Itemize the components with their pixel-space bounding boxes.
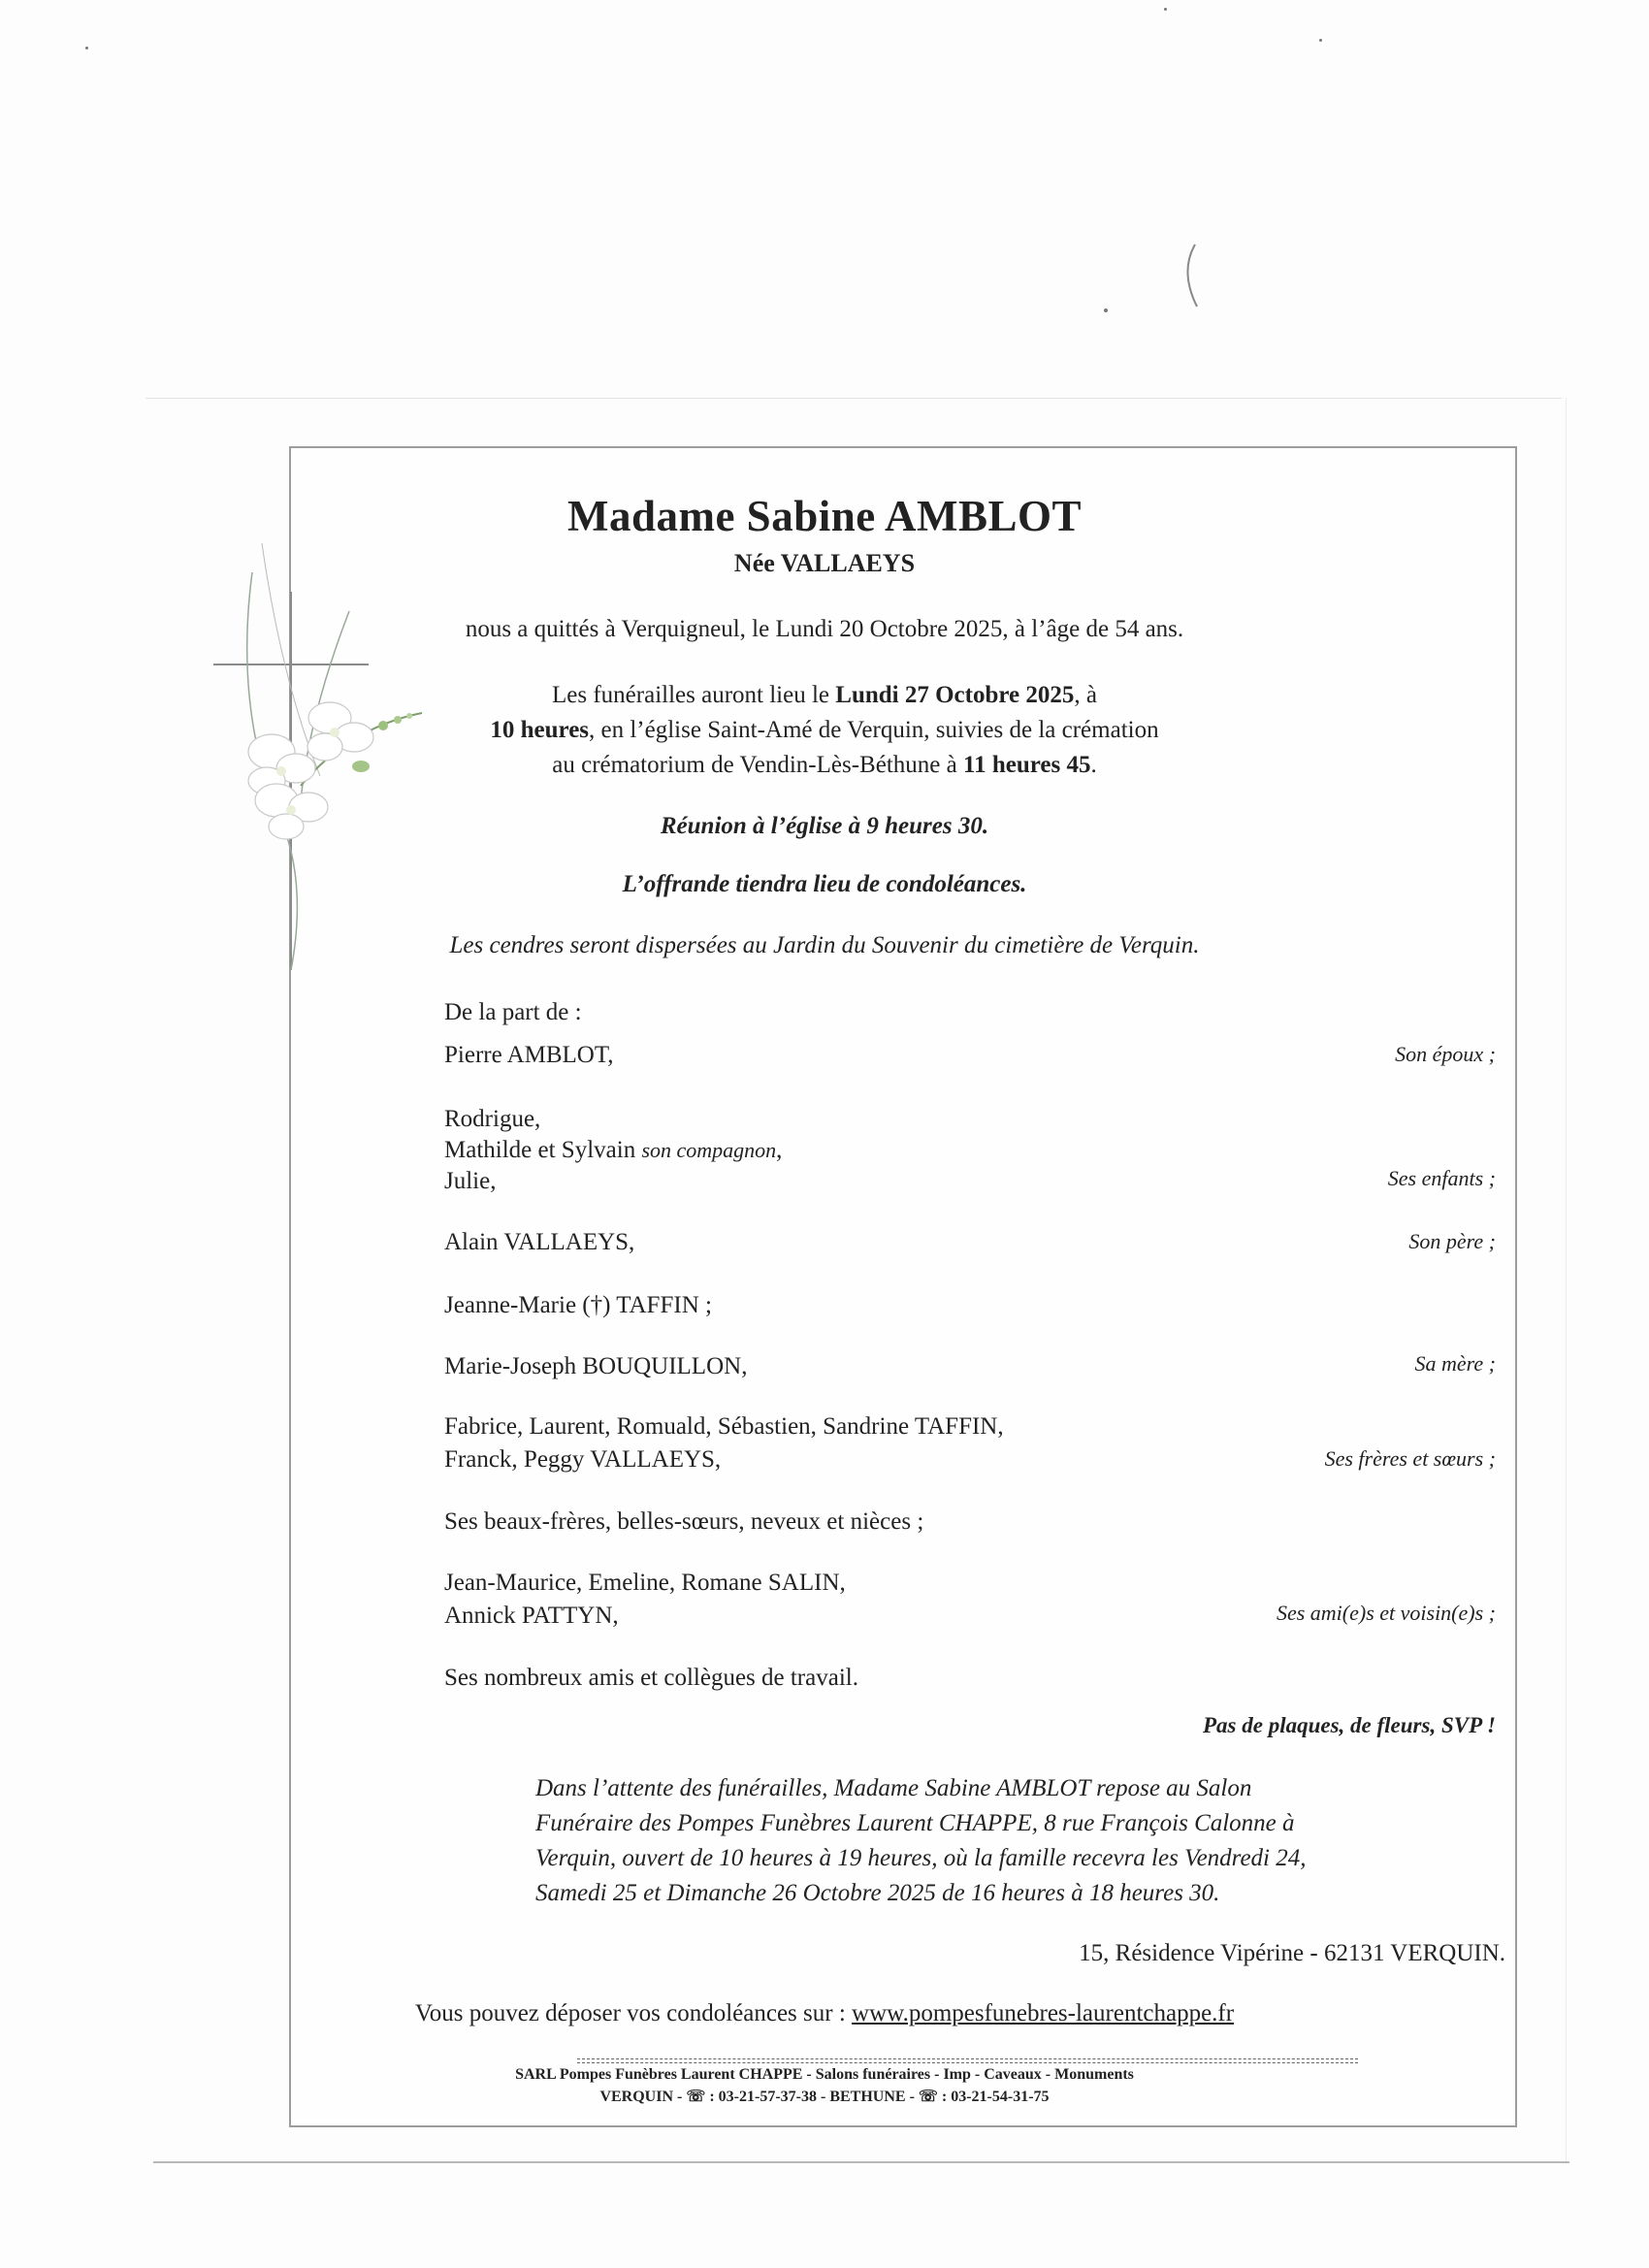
mother-name: Marie-Joseph BOUQUILLON, (444, 1353, 748, 1379)
church-meeting: Réunion à l’église à 9 heures 30. (660, 813, 989, 839)
child-1: Rodrigue, (444, 1106, 541, 1132)
child-3: Julie, (444, 1168, 497, 1194)
rest-note-line: Verquin, ouvert de 10 heures à 19 heures, où la famille recevra les Vendredi 24, (535, 1845, 1307, 1871)
friends-line-2: Annick PATTYN, (444, 1603, 619, 1629)
child-2 (444, 1137, 782, 1164)
rest-note-line: Funéraire des Pompes Funèbres Laurent CHAPPE, 8 rue François Calonne à (535, 1810, 1295, 1836)
scan-speck (85, 47, 88, 49)
offering-note: L’offrande tiendra lieu de condoléances. (622, 871, 1027, 897)
rest-note-line: Samedi 25 et Dimanche 26 Octobre 2025 de 16 heures à 18 heures 30. (535, 1880, 1220, 1906)
colleagues: Ses nombreux amis et collègues de travail. (444, 1665, 858, 1691)
siblings-role: Ses frères et sœurs ; (1324, 1446, 1496, 1471)
condolences-text: Vous pouvez déposer vos condoléances sur : (414, 2000, 853, 2026)
funeral-text: , en l’église Saint-Amé de Verquin, suivies de la crémation (589, 717, 1159, 743)
condolences-link[interactable]: www.pompesfunebres-laurentchappe.fr (852, 2000, 1235, 2026)
scan-speck (1164, 8, 1167, 11)
funeral-text: Les funérailles auront lieu le (552, 682, 836, 708)
cremation-time: 11 heures 45 (962, 752, 1091, 778)
in-laws: Ses beaux-frères, belles-sœurs, neveux et nièces ; (444, 1508, 924, 1535)
siblings-line-1: Fabrice, Laurent, Romuald, Sébastien, Sandrine TAFFIN, (444, 1413, 1004, 1440)
father-partner: Jeanne-Marie (†) TAFFIN ; (444, 1292, 712, 1318)
scan-speck (1104, 308, 1108, 312)
company-footer-line-1: SARL Pompes Funèbres Laurent CHAPPE - Salons funéraires - Imp - Caveaux - Monuments (515, 2066, 1134, 2083)
child-name: Mathilde et Sylvain (444, 1137, 642, 1163)
company-footer-line-2: VERQUIN - ☏ : 03-21-57-37-38 - BETHUNE - ☏ : 03-21-54-31-75 (599, 2089, 1050, 2105)
friends-line-1: Jean-Maurice, Emeline, Romane SALIN, (444, 1570, 846, 1596)
funeral-text: , à (1074, 682, 1097, 708)
paper-edge (146, 398, 1562, 399)
death-notice: nous a quittés à Verquigneul, le Lundi 20 Octobre 2025, à l’âge de 54 ans. (465, 616, 1184, 642)
funeral-text: au crématorium de Vendin-Lès-Béthune à (552, 752, 963, 778)
funeral-line-3 (0, 752, 1649, 779)
husband-role: Son époux ; (1395, 1042, 1496, 1066)
child-name: , (776, 1137, 783, 1163)
funeral-line-2 (0, 717, 1649, 744)
paper-edge (153, 2161, 1569, 2163)
rest-note-line: Dans l’attente des funérailles, Madame Sabine AMBLOT repose au Salon (535, 1775, 1252, 1801)
funeral-time: 10 heures (490, 717, 590, 743)
deceased-name: Madame Sabine AMBLOT (566, 492, 1083, 540)
birth-name: Née VALLAEYS (733, 549, 916, 577)
funeral-line-1 (0, 682, 1649, 709)
husband-name: Pierre AMBLOT, (444, 1042, 614, 1068)
scan-speck (1319, 39, 1322, 42)
child-partner-note: son compagnon (641, 1138, 777, 1162)
funeral-text: . (1090, 752, 1097, 778)
siblings-line-2: Franck, Peggy VALLAEYS, (444, 1446, 722, 1473)
mother-role: Sa mère ; (1414, 1351, 1496, 1376)
no-flowers-note: Pas de plaques, de fleurs, SVP ! (1203, 1713, 1496, 1737)
footer-divider (577, 2062, 1358, 2063)
father-role: Son père ; (1408, 1229, 1496, 1253)
paper-edge (1566, 398, 1567, 2161)
ashes-note: Les cendres seront dispersées au Jardin du Souvenir du cimetière de Verquin. (449, 932, 1200, 958)
scan-mark (1174, 243, 1203, 310)
friends-role: Ses ami(e)s et voisin(e)s ; (1276, 1601, 1496, 1625)
funeral-date: Lundi 27 Octobre 2025 (835, 682, 1075, 708)
family-intro: De la part de : (444, 999, 582, 1025)
children-role: Ses enfants ; (1387, 1166, 1496, 1190)
father-name: Alain VALLAEYS, (444, 1229, 635, 1255)
family-address: 15, Résidence Vipérine - 62131 VERQUIN. (1079, 1940, 1505, 1966)
condolences-line (0, 2000, 1649, 2027)
footer-divider (577, 2058, 1358, 2059)
